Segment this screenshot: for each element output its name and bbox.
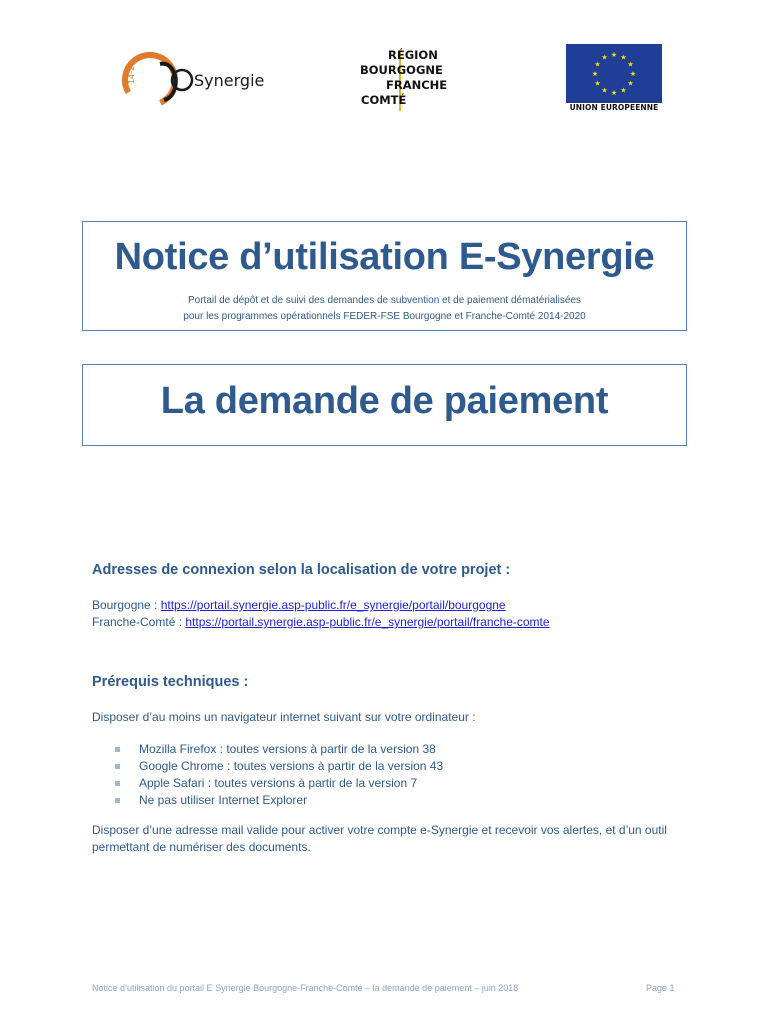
- subtitle-line-2: pour les programmes opérationnels FEDER-FSE Bourgogne et Franche-Comté 2014-2020: [183, 311, 586, 322]
- eu-star-icon: ★: [627, 60, 634, 69]
- prereq-intro: Disposer d’au moins un navigateur internet suivant sur votre ordinateur :: [92, 710, 476, 724]
- notice-subtitle: [83, 293, 686, 325]
- list-item-text: Apple Safari : toutes versions à partir de la version 7: [139, 776, 418, 790]
- eu-star-icon: ★: [591, 70, 599, 78]
- prereq-outro: Disposer d’une adresse mail valide pour activer votre compte e-Synergie et recevoir vos alertes, et d’un outil permettant de numériser des documents.: [92, 823, 667, 854]
- eu-star-icon: ★: [627, 79, 634, 88]
- list-item: [115, 741, 443, 758]
- page-number: Page 1: [646, 983, 675, 993]
- address-franche-comte: [92, 615, 550, 629]
- bullet-icon: [115, 764, 120, 769]
- list-item: [115, 792, 443, 809]
- region-line-1: RÉGION: [388, 48, 438, 62]
- bourgogne-label: Bourgogne :: [92, 598, 161, 612]
- eu-star-icon: ★: [601, 53, 608, 62]
- eu-star-icon: ★: [594, 79, 601, 88]
- addresses-heading: Adresses de connexion selon la localisation de votre projet :: [92, 562, 511, 578]
- region-line-3: FRANCHE: [386, 78, 448, 92]
- bullet-icon: [115, 747, 120, 752]
- eu-star-icon: ★: [629, 70, 637, 78]
- eu-flag: [566, 44, 662, 103]
- browser-list: [115, 741, 443, 809]
- eu-star-icon: ★: [594, 60, 601, 69]
- eu-star-icon: ★: [620, 53, 627, 62]
- eu-star-icon: ★: [620, 86, 627, 95]
- doc-title-box: [82, 364, 687, 446]
- esynergie-period: 14-20: [127, 60, 136, 84]
- region-line-4: COMTÉ: [361, 93, 407, 107]
- region-line-2: BOURGOGNE: [360, 63, 443, 77]
- doc-title: La demande de paiement: [160, 380, 609, 422]
- bullet-icon: [115, 781, 120, 786]
- list-item-text: Google Chrome : toutes versions à partir de la version 43: [139, 759, 444, 773]
- eu-logo: [566, 44, 662, 114]
- esynergie-brand: Synergie: [194, 71, 265, 90]
- list-item-text: Mozilla Firefox : toutes versions à partir de la version 38: [139, 742, 436, 756]
- notice-title: Notice d’utilisation E-Synergie: [114, 236, 655, 278]
- subtitle-line-1: Portail de dépôt et de suivi des demandes de subvention et de paiement dématérialisées: [187, 295, 582, 306]
- esynergie-logo: [120, 50, 290, 110]
- franche-comte-label: Franche-Comté :: [92, 615, 186, 629]
- eu-star-icon: ★: [610, 89, 618, 97]
- eu-caption: UNION EUROPEENNE: [569, 103, 659, 112]
- list-item: [115, 758, 443, 775]
- eu-star-icon: ★: [610, 51, 618, 59]
- bourgogne-link[interactable]: https://portail.synergie.asp-public.fr/e_synergie/portail/bourgogne: [160, 598, 506, 612]
- list-item: [115, 775, 443, 792]
- header-box: [82, 221, 687, 331]
- eu-star-icon: ★: [601, 86, 608, 95]
- region-logo: [358, 48, 458, 116]
- list-item-text: Ne pas utiliser Internet Explorer: [139, 793, 308, 807]
- franche-comte-link[interactable]: https://portail.synergie.asp-public.fr/e_synergie/portail/franche-comte: [185, 615, 550, 629]
- prereq-heading: Prérequis techniques :: [92, 674, 249, 690]
- bullet-icon: [115, 798, 120, 803]
- footer-text: Notice d’utilisation du portail E Synergie Bourgogne-Franche-Comté – la demande de paiement – juin 2018: [92, 983, 519, 993]
- address-bourgogne: [92, 598, 506, 612]
